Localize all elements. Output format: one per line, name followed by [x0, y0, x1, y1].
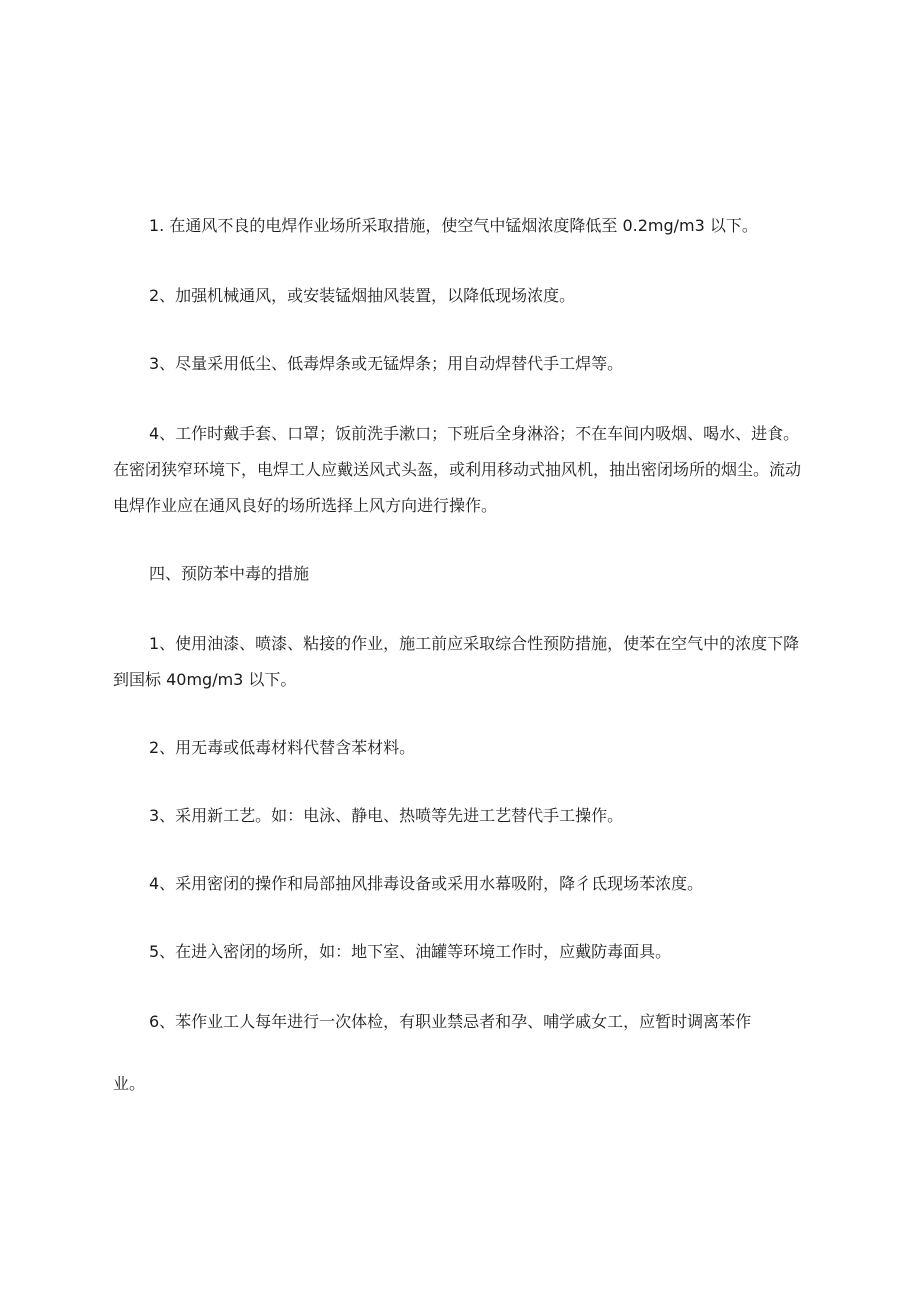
measure-item-5: 5、在进入密闭的场所，如：地下室、油罐等环境工作时，应戴防毒面具。: [149, 942, 672, 961]
paragraph-personal-protection: 4、工作时戴手套、口罩；饭前洗手漱口；下班后全身淋浴；不在车间内吸烟、喝水、进食。在密闭狭窄环境下，电焊工人应戴送风式头盔，或利用移动式抽风机，抽出密闭场所的烟尘。流动电焊作业应在通风良好的场所选择上风方向进行操作。: [113, 424, 802, 515]
paragraph-low-dust-electrodes: 3、尽量采用低尘、低毒焊条或无锰焊条；用自动焊替代手工焊等。: [149, 354, 624, 373]
section-heading-benzene: 四、预防苯中毒的措施: [149, 564, 310, 583]
measure-item-4: 4、采用密闭的操作和局部抽风排毒设备或采用水幕吸附，降彳氐现场苯浓度。: [149, 874, 704, 893]
measure-item-6-continued: 业。: [113, 1074, 146, 1093]
measure-item-6: 6、苯作业工人每年进行一次体检，有职业禁忌者和孕、哺学戚女工，应暂时调离苯作: [149, 1012, 752, 1031]
paragraph-manganese-ventilation: 1. 在通风不良的电焊作业场所采取措施，使空气中锰烟浓度降低至 0.2mg/m3 以下。: [149, 216, 758, 235]
measure-item-2: 2、用无毒或低毒材料代替含苯材料。: [149, 738, 416, 757]
paragraph-mechanical-ventilation: 2、加强机械通风，或安装锰烟抽风装置，以降低现场浓度。: [149, 286, 576, 305]
measure-item-3: 3、采用新工艺。如：电泳、静电、热喷等先进工艺替代手工操作。: [149, 806, 624, 825]
measure-item-1: 1、使用油漆、喷漆、粘接的作业，施工前应采取综合性预防措施，使苯在空气中的浓度下降到国标 40mg/m3 以下。: [113, 634, 800, 689]
